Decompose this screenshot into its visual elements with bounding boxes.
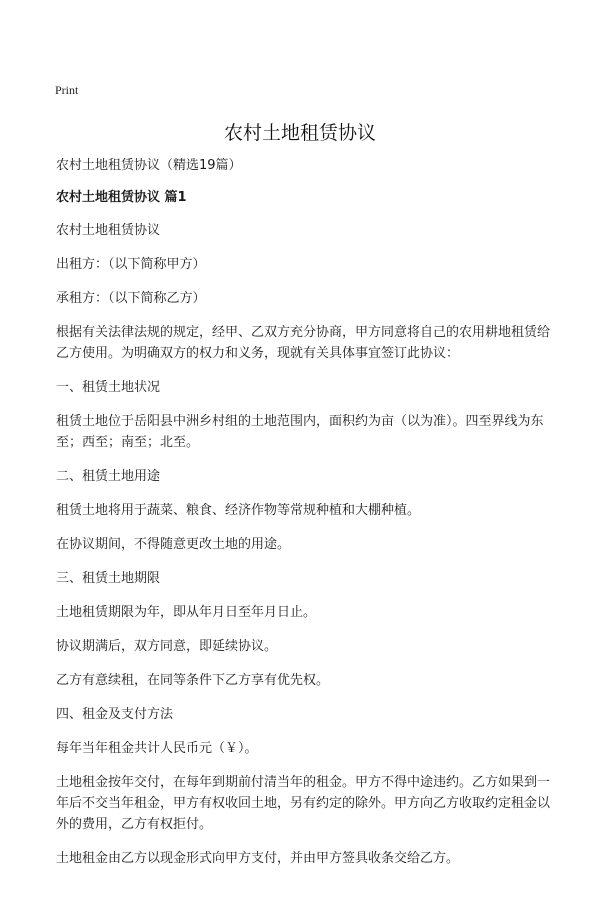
paragraph-use-restriction: 在协议期间，不得随意更改土地的用途。 bbox=[56, 537, 291, 552]
paragraph-lease-term: 土地租赁期限为年，即从年月日至年月日止。 bbox=[56, 605, 317, 620]
paragraph-land-use: 租赁土地将用于蔬菜、粮食、经济作物等常规种植和大棚种植。 bbox=[56, 503, 421, 518]
paragraph-preamble: 根据有关法律法规的规定，经甲、乙双方充分协商，甲方同意将自己的农用耕地租赁给乙方使用。为明确双方的权力和义务，现就有关具体事宜签订此协议： bbox=[56, 325, 551, 361]
document-body bbox=[56, 155, 552, 882]
paragraph-rent-payment-terms: 土地租金按年交付，在每年到期前付清当年的租金。甲方不得中途违约。乙方如果到一年后不交当年租金，甲方有权收回土地，另有约定的除外。甲方向乙方收取约定租金以外的费用，乙方有权拒付。 bbox=[56, 775, 551, 832]
document-title: 农村土地租赁协议 bbox=[223, 122, 376, 144]
paragraph-annual-rent: 每年当年租金共计人民币元（￥）。 bbox=[56, 741, 258, 756]
clause-heading-land-use: 二、租赁土地用途 bbox=[56, 469, 161, 484]
paragraph-renewal: 协议期满后，双方同意，即延续协议。 bbox=[56, 639, 278, 654]
paragraph-lessor: 出租方：（以下简称甲方） bbox=[56, 257, 206, 272]
document-subtitle: 农村土地租赁协议（精选19篇） bbox=[56, 158, 242, 173]
paragraph-lessee: 承租方：（以下简称乙方） bbox=[56, 291, 206, 306]
clause-heading-lease-term: 三、租赁土地期限 bbox=[56, 571, 161, 586]
paragraph-rent-cash-payment: 土地租金由乙方以现金形式向甲方支付，并由甲方签具收条交给乙方。 bbox=[56, 851, 460, 866]
section-heading: 农村土地租赁协议 篇1 bbox=[56, 190, 187, 205]
paragraph-priority: 乙方有意续租，在同等条件下乙方享有优先权。 bbox=[56, 673, 330, 688]
clause-heading-land-status: 一、租赁土地状况 bbox=[56, 380, 161, 395]
paragraph-agreement-name: 农村土地租赁协议 bbox=[56, 223, 161, 238]
clause-heading-rent: 四、租金及支付方法 bbox=[56, 707, 174, 722]
print-link[interactable]: Print bbox=[55, 83, 79, 97]
paragraph-land-location: 租赁土地位于岳阳县中洲乡村组的土地范围内，面积约为亩（以为准）。四至界线为东至；西至；南至；北至。 bbox=[56, 414, 544, 450]
